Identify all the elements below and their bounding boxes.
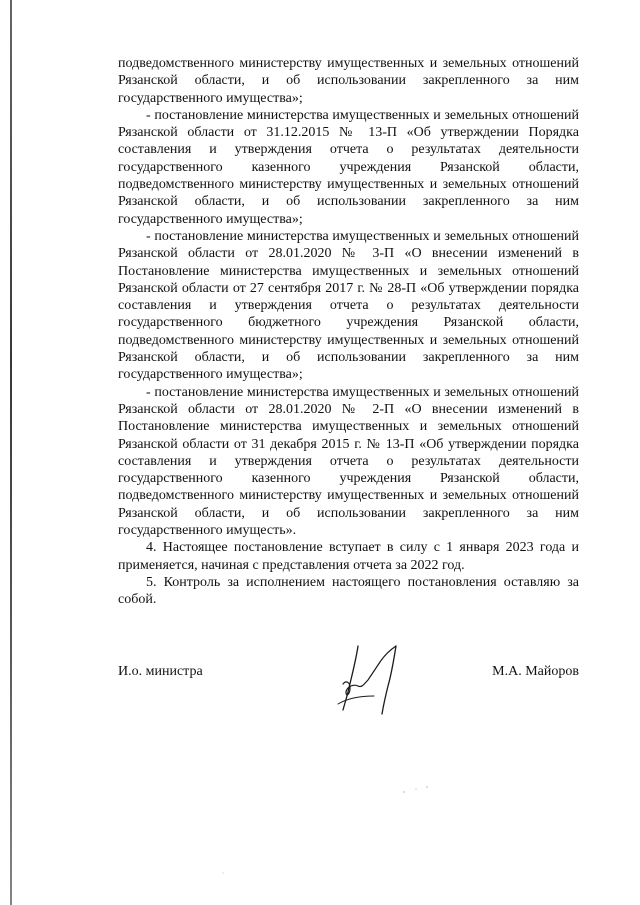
text-line: Рязанской области от 28.01.2020 № 3-П «О внесении изменений в bbox=[118, 246, 579, 262]
text-line: составления и утверждения отчета о результатах деятельности bbox=[118, 142, 579, 158]
handwritten-signature bbox=[330, 640, 410, 720]
text-line: 5. Контроль за исполнением настоящего постановления оставляю за bbox=[146, 574, 579, 590]
position-title: И.о. министра bbox=[118, 664, 203, 679]
signatory-name: М.А. Майоров bbox=[492, 664, 579, 679]
text-line: - постановление министерства имущественных и земельных отношений bbox=[146, 228, 579, 244]
text-line: составления и утверждения отчета о результатах деятельности bbox=[118, 453, 579, 469]
text-line: государственного имущесть». bbox=[118, 523, 297, 539]
text-line: государственного имущества»; bbox=[118, 367, 303, 383]
document-body bbox=[118, 55, 579, 609]
scan-edge-line bbox=[10, 0, 12, 905]
text-line: Постановление министерства имущественных и земельных отношений bbox=[118, 419, 579, 435]
text-line: подведомственного министерству имущественных и земельных отношений bbox=[118, 488, 579, 504]
text-line: Рязанской области от 31.12.2015 № 13-П «Об утверждении Порядка bbox=[118, 125, 579, 141]
text-line: подведомственного министерству имущественных и земельных отношений bbox=[118, 177, 579, 193]
text-line: государственного бюджетного учреждения Рязанской области, bbox=[118, 315, 579, 331]
text-line: применяется, начиная с представления отчета за 2022 год. bbox=[118, 557, 465, 573]
text-line: 4. Настоящее постановление вступает в силу с 1 января 2023 года и bbox=[146, 540, 579, 556]
text-line: государственного казенного учреждения Рязанской области, bbox=[118, 471, 579, 487]
text-line: Рязанской области, и об использовании закрепленного за ним bbox=[118, 73, 579, 89]
text-line: Рязанской области от 27 сентября 2017 г. № 28-П «Об утверждении порядка bbox=[118, 280, 579, 296]
text-line: государственного имущества»; bbox=[118, 90, 303, 106]
text-line: составления и утверждения отчета о результатах деятельности bbox=[118, 298, 579, 314]
text-line: - постановление министерства имущественных и земельных отношений bbox=[146, 107, 579, 123]
text-line: подведомственного министерству имущественных и земельных отношений bbox=[118, 56, 579, 71]
text-line: Постановление министерства имущественных и земельных отношений bbox=[118, 263, 579, 279]
text-line: Рязанской области от 28.01.2020 № 2-П «О внесении изменений в bbox=[118, 401, 579, 417]
text-line: собой. bbox=[118, 592, 157, 608]
text-line: Рязанской области от 31 декабря 2015 г. № 13-П «Об утверждении порядка bbox=[118, 436, 579, 452]
text-line: государственного имущества»; bbox=[118, 211, 303, 227]
text-line: Рязанской области, и об использовании закрепленного за ним bbox=[118, 194, 579, 210]
text-line: - постановление министерства имущественных и земельных отношений bbox=[146, 384, 579, 400]
text-line: Рязанской области, и об использовании закрепленного за ним bbox=[118, 505, 579, 521]
text-line: Рязанской области, и об использовании закрепленного за ним bbox=[118, 350, 579, 366]
text-line: государственного казенного учреждения Рязанской области, bbox=[118, 159, 579, 175]
text-line: подведомственного министерству имущественных и земельных отношений bbox=[118, 332, 579, 348]
